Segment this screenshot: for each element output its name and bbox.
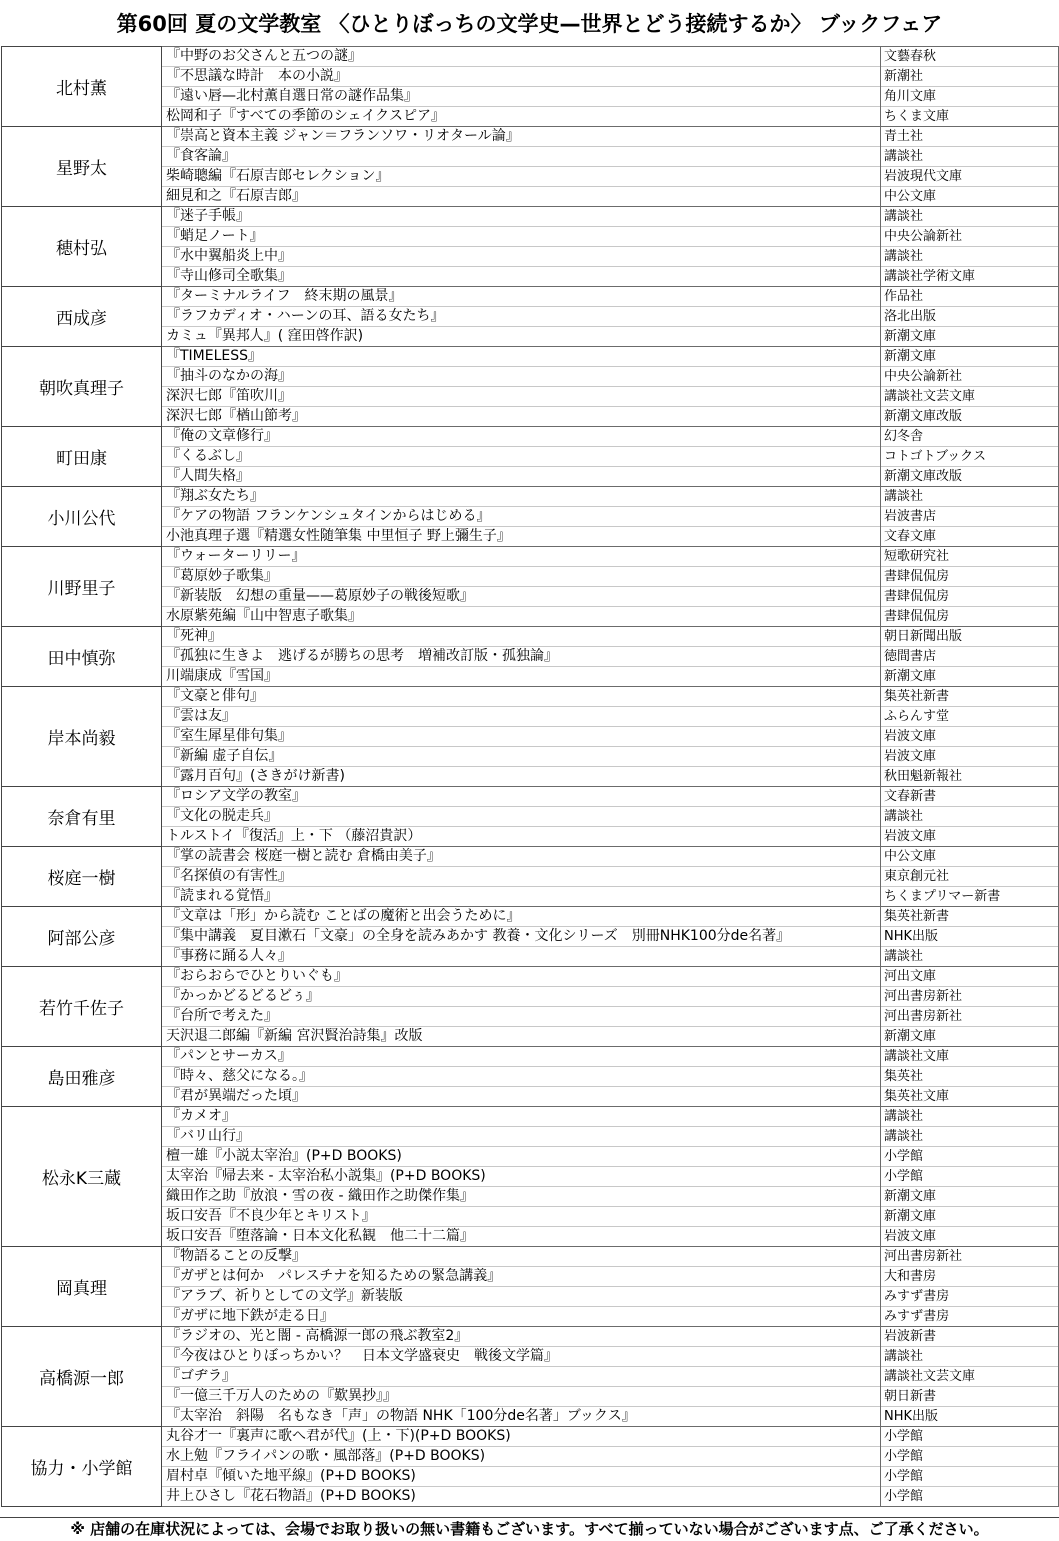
book-title-column <box>162 1327 881 1427</box>
book-publisher: 講談社 <box>881 1107 1058 1127</box>
publisher-column <box>881 847 1059 907</box>
book-publisher: 河出書房新社 <box>881 1007 1058 1027</box>
book-title: 『文化の脱走兵』 <box>162 807 880 827</box>
book-title: 坂口安吾『不良少年とキリスト』 <box>162 1207 880 1227</box>
book-title: 細見和之『石原吉郎』 <box>166 188 306 204</box>
author-name: 阿部公彦 <box>2 907 162 967</box>
book-publisher: 新潮文庫 <box>881 1187 1058 1207</box>
book-publisher: 徳間書店 <box>881 647 1058 667</box>
book-title-column <box>162 1107 881 1247</box>
book-publisher: 講談社文芸文庫 <box>881 387 1058 407</box>
book-title: 『集中講義 夏目漱石「文豪」の全身を読みあかす 教養・文化シリーズ 別冊NHK100分de名著』 <box>162 927 880 947</box>
book-title: 丸谷才一『裏声に歌へ君が代』(上・下)(P+D BOOKS) <box>162 1427 880 1447</box>
publisher-column <box>881 1247 1059 1327</box>
book-publisher: 短歌研究社 <box>881 547 1058 567</box>
author-group-row <box>2 47 1059 127</box>
author-group-row <box>2 287 1059 347</box>
book-title: 眉村卓『傾いた地平線』(P+D BOOKS) <box>162 1467 880 1487</box>
author-group-row <box>2 207 1059 287</box>
author-name: 岸本尚毅 <box>2 687 162 787</box>
author-group-row <box>2 907 1059 967</box>
publisher-column <box>881 1327 1059 1427</box>
book-title-column <box>162 1047 881 1107</box>
book-title: 天沢退二郎編『新編 宮沢賢治詩集』改版 <box>166 1028 423 1044</box>
book-title: 『水中翼船炎上中』 <box>162 247 880 267</box>
book-title: 『人間失格』 <box>166 468 250 484</box>
book-title: 織田作之助『放浪・雪の夜 - 織田作之助傑作集』 <box>162 1187 880 1207</box>
book-title: 『ガザに地下鉄が走る日』 <box>166 1308 334 1324</box>
book-title: 『ターミナルライフ 終末期の風景』 <box>162 287 880 307</box>
book-publisher: 集英社新書 <box>881 907 1058 927</box>
book-publisher: 小学館 <box>881 1447 1058 1467</box>
book-title: 『蛸足ノート』 <box>162 227 880 247</box>
author-group-row <box>2 787 1059 847</box>
book-publisher: 新潮文庫改版 <box>884 469 963 484</box>
book-publisher: 書肆侃侃房 <box>884 609 950 624</box>
book-publisher: 講談社 <box>881 807 1058 827</box>
book-title: 『ラジオの、光と闇 - 高橋源一郎の飛ぶ教室2』 <box>162 1327 880 1347</box>
book-title: 『室生犀星俳句集』 <box>162 727 880 747</box>
author-group-row <box>2 547 1059 627</box>
book-publisher: ちくま文庫 <box>884 109 950 124</box>
book-title: 檀一雄『小説太宰治』(P+D BOOKS) <box>162 1147 880 1167</box>
book-title: 『ロシア文学の教室』 <box>162 787 880 807</box>
book-title: 坂口安吾『堕落論・日本文化私観 他二十二篇』 <box>166 1228 474 1244</box>
book-publisher: 講談社 <box>881 1127 1058 1147</box>
book-publisher: 中央公論新社 <box>881 367 1058 387</box>
book-title: 井上ひさし『花石物語』(P+D BOOKS) <box>166 1488 416 1504</box>
book-title-column <box>162 47 881 127</box>
book-fair-table <box>1 46 1059 1507</box>
book-publisher: NHK出版 <box>884 1409 939 1424</box>
book-publisher: 秋田魁新報社 <box>884 769 963 784</box>
book-title: 松岡和子『すべての季節のシェイクスピア』 <box>166 108 446 124</box>
author-name: 田中慎弥 <box>2 627 162 687</box>
book-publisher: NHK出版 <box>881 927 1058 947</box>
book-title: 『物語ることの反撃』 <box>162 1247 880 1267</box>
book-title: 『食客論』 <box>162 147 880 167</box>
book-title: 『抽斗のなかの海』 <box>162 367 880 387</box>
book-title: 『露月百句』(さきがけ新書) <box>166 768 345 784</box>
book-publisher: 作品社 <box>881 287 1058 307</box>
publisher-column <box>881 287 1059 347</box>
page-title: 第60回 夏の文学教室 〈ひとりぼっちの文学史—世界とどう接続するか〉 ブックフェア <box>116 12 943 36</box>
book-title: 水原紫苑編『山中智恵子歌集』 <box>166 608 362 624</box>
book-publisher: 新潮文庫改版 <box>884 409 963 424</box>
publisher-column <box>881 627 1059 687</box>
book-title: 『文豪と俳句』 <box>162 687 880 707</box>
author-group-row <box>2 627 1059 687</box>
book-title: 『パンとサーカス』 <box>162 1047 880 1067</box>
book-publisher: 講談社 <box>881 207 1058 227</box>
publisher-column <box>881 127 1059 207</box>
book-title-column <box>162 907 881 967</box>
book-title-column <box>162 1427 881 1507</box>
book-publisher: 岩波現代文庫 <box>881 167 1058 187</box>
book-publisher: 中央公論新社 <box>881 227 1058 247</box>
book-publisher: 大和書房 <box>881 1267 1058 1287</box>
book-publisher: 岩波文庫 <box>884 1229 937 1244</box>
book-publisher: 洛北出版 <box>881 307 1058 327</box>
book-publisher: 講談社学術文庫 <box>884 269 976 284</box>
book-publisher: 岩波書店 <box>881 507 1058 527</box>
publisher-column <box>881 1107 1059 1247</box>
book-title: 柴崎聰編『石原吉郎セレクション』 <box>162 167 880 187</box>
book-title-column <box>162 347 881 427</box>
book-title: 『時々、慈父になる。』 <box>162 1067 880 1087</box>
book-publisher: 書肆侃侃房 <box>881 587 1058 607</box>
book-title: 『かっかどるどるどぅ』 <box>162 987 880 1007</box>
book-publisher: 青土社 <box>881 127 1058 147</box>
book-title: 『ウォーターリリー』 <box>162 547 880 567</box>
book-publisher: 新潮文庫 <box>881 1207 1058 1227</box>
book-publisher: 河出書房新社 <box>881 987 1058 1007</box>
book-title: 『ラフカディオ・ハーンの耳、語る女たち』 <box>162 307 880 327</box>
footer-note: ※ 店舗の在庫状況によっては、会場でお取り扱いの無い書籍もございます。すべて揃っていない場合がございます点、ご了承ください。 <box>0 1517 1059 1541</box>
book-publisher: 集英社新書 <box>881 687 1058 707</box>
book-title: 『新装版 幻想の重量——葛原妙子の戦後短歌』 <box>162 587 880 607</box>
author-name: 川野里子 <box>2 547 162 627</box>
book-publisher: 朝日新書 <box>881 1387 1058 1407</box>
book-title-column <box>162 847 881 907</box>
book-title: 太宰治『帰去来 - 太宰治私小説集』(P+D BOOKS) <box>162 1167 880 1187</box>
book-publisher: 小学館 <box>881 1167 1058 1187</box>
book-publisher: 講談社 <box>881 1347 1058 1367</box>
book-title: 『くるぶし』 <box>162 447 880 467</box>
book-publisher: 小学館 <box>881 1467 1058 1487</box>
author-name: 岡真理 <box>2 1247 162 1327</box>
author-group-row <box>2 487 1059 547</box>
author-name: 松永K三蔵 <box>2 1107 162 1247</box>
publisher-column <box>881 967 1059 1047</box>
book-title: 川端康成『雪国』 <box>166 668 278 684</box>
book-title-column <box>162 787 881 847</box>
book-title-column <box>162 687 881 787</box>
author-group-row <box>2 1247 1059 1327</box>
author-name: 高橋源一郎 <box>2 1327 162 1427</box>
book-publisher: 講談社 <box>881 487 1058 507</box>
book-title: 『名探偵の有害性』 <box>162 867 880 887</box>
book-publisher: 河出書房新社 <box>881 1247 1058 1267</box>
book-publisher: 新潮文庫 <box>884 669 937 684</box>
book-publisher: 講談社文芸文庫 <box>881 1367 1058 1387</box>
book-title-column <box>162 427 881 487</box>
book-publisher: 中公文庫 <box>884 189 937 204</box>
book-title-column <box>162 207 881 287</box>
book-title-column <box>162 287 881 347</box>
author-group-row <box>2 1107 1059 1247</box>
book-publisher: 講談社 <box>881 147 1058 167</box>
book-publisher: 中公文庫 <box>881 847 1058 867</box>
book-title: トルストイ『復活』上・下 （藤沼貴訳） <box>166 828 422 844</box>
author-group-row <box>2 687 1059 787</box>
author-name: 協力・小学館 <box>2 1427 162 1507</box>
book-title: 『不思議な時計 本の小説』 <box>162 67 880 87</box>
publisher-column <box>881 547 1059 627</box>
book-publisher: 講談社文庫 <box>881 1047 1058 1067</box>
publisher-column <box>881 347 1059 427</box>
publisher-column <box>881 427 1059 487</box>
publisher-column <box>881 47 1059 127</box>
author-name: 桜庭一樹 <box>2 847 162 907</box>
book-title: 『ケアの物語 フランケンシュタインからはじめる』 <box>162 507 880 527</box>
book-publisher: コトゴトブックス <box>881 447 1058 467</box>
book-publisher: 書肆侃侃房 <box>881 567 1058 587</box>
book-publisher: 小学館 <box>881 1427 1058 1447</box>
book-title: 『カメオ』 <box>162 1107 880 1127</box>
book-title: 『迷子手帳』 <box>162 207 880 227</box>
author-group-row <box>2 127 1059 207</box>
book-title: 小池真理子選『精選女性随筆集 中里恒子 野上彌生子』 <box>166 528 511 544</box>
book-title: 『一億三千万人のための『歎異抄』』 <box>162 1387 880 1407</box>
book-title: 『今夜はひとりぼっちかい？ 日本文学盛衰史 戦後文学篇』 <box>162 1347 880 1367</box>
book-publisher: 東京創元社 <box>881 867 1058 887</box>
book-title: 『崇高と資本主義 ジャン＝フランソワ・リオタール論』 <box>162 127 880 147</box>
book-title: 『君が異端だった頃』 <box>166 1088 306 1104</box>
book-publisher: 小学館 <box>881 1147 1058 1167</box>
book-publisher: 新潮文庫 <box>884 329 937 344</box>
book-title: 『ガザとは何か パレスチナを知るための緊急講義』 <box>162 1267 880 1287</box>
book-title-column <box>162 627 881 687</box>
book-title: 『寺山修司全歌集』 <box>166 268 292 284</box>
author-name: 若竹千佐子 <box>2 967 162 1047</box>
book-publisher: 講談社 <box>881 247 1058 267</box>
book-publisher: 集英社 <box>881 1067 1058 1087</box>
author-group-row <box>2 347 1059 427</box>
author-group-row <box>2 1047 1059 1107</box>
book-publisher: 河出文庫 <box>881 967 1058 987</box>
book-title: 『遠い唇—北村薫自選日常の謎作品集』 <box>162 87 880 107</box>
book-title: 『掌の読書会 桜庭一樹と読む 倉橋由美子』 <box>162 847 880 867</box>
book-publisher: 岩波新書 <box>881 1327 1058 1347</box>
book-title-column <box>162 547 881 627</box>
book-publisher: 角川文庫 <box>881 87 1058 107</box>
publisher-column <box>881 907 1059 967</box>
book-publisher: 朝日新聞出版 <box>881 627 1058 647</box>
book-publisher: 集英社文庫 <box>884 1089 950 1104</box>
author-name: 北村薫 <box>2 47 162 127</box>
book-title: 『文章は「形」から読む ことばの魔術と出会うために』 <box>162 907 880 927</box>
author-name: 奈倉有里 <box>2 787 162 847</box>
publisher-column <box>881 787 1059 847</box>
publisher-column <box>881 687 1059 787</box>
book-title: 『アラブ、祈りとしての文学』新装版 <box>162 1287 880 1307</box>
book-publisher: みすず書房 <box>881 1287 1058 1307</box>
book-fair-table-body <box>2 47 1059 1507</box>
book-title: 『死神』 <box>162 627 880 647</box>
book-title: 『おらおらでひとりいぐも』 <box>162 967 880 987</box>
book-title: 『ゴヂラ』 <box>162 1367 880 1387</box>
book-publisher: みすず書房 <box>884 1309 950 1324</box>
book-publisher: 新潮社 <box>881 67 1058 87</box>
book-title: 『台所で考えた』 <box>162 1007 880 1027</box>
book-publisher: 小学館 <box>884 1489 924 1504</box>
author-name: 町田康 <box>2 427 162 487</box>
book-publisher: 文春新書 <box>881 787 1058 807</box>
author-group-row <box>2 1427 1059 1507</box>
book-title: 『読まれる覚悟』 <box>166 888 278 904</box>
author-group-row <box>2 967 1059 1047</box>
book-title-column <box>162 487 881 547</box>
publisher-column <box>881 207 1059 287</box>
author-group-row <box>2 1327 1059 1427</box>
author-name: 朝吹真理子 <box>2 347 162 427</box>
book-title: 『新編 虚子自伝』 <box>162 747 880 767</box>
author-name: 小川公代 <box>2 487 162 547</box>
book-title: カミュ『異邦人』( 窪田啓作訳) <box>166 328 364 344</box>
book-title: 『バリ山行』 <box>162 1127 880 1147</box>
publisher-column <box>881 487 1059 547</box>
book-publisher: 新潮文庫 <box>884 1029 937 1044</box>
book-title-column <box>162 127 881 207</box>
author-name: 島田雅彦 <box>2 1047 162 1107</box>
author-name: 穂村弘 <box>2 207 162 287</box>
book-publisher: 岩波文庫 <box>881 727 1058 747</box>
publisher-column <box>881 1427 1059 1507</box>
book-title-column <box>162 967 881 1047</box>
book-publisher: 岩波文庫 <box>881 747 1058 767</box>
book-title: 『俺の文章修行』 <box>162 427 880 447</box>
book-title: 水上勉『フライパンの歌・風部落』(P+D BOOKS) <box>162 1447 880 1467</box>
book-publisher: 文藝春秋 <box>881 47 1058 67</box>
book-title-column <box>162 1247 881 1327</box>
book-title: 『中野のお父さんと五つの謎』 <box>162 47 880 67</box>
book-publisher: ふらんす堂 <box>881 707 1058 727</box>
book-title: 『TIMELESS』 <box>162 347 880 367</box>
author-name: 西成彦 <box>2 287 162 347</box>
book-publisher: ちくまプリマー新書 <box>884 889 1001 904</box>
book-publisher: 文春文庫 <box>884 529 937 544</box>
book-publisher: 新潮文庫 <box>881 347 1058 367</box>
book-publisher: 講談社 <box>884 949 924 964</box>
publisher-column <box>881 1047 1059 1107</box>
book-title: 『葛原妙子歌集』 <box>162 567 880 587</box>
book-publisher: 幻冬舎 <box>881 427 1058 447</box>
author-name: 星野太 <box>2 127 162 207</box>
book-publisher: 岩波文庫 <box>884 829 937 844</box>
book-title: 『翔ぶ女たち』 <box>162 487 880 507</box>
book-title: 『太宰治 斜陽 名もなき「声」の物語 NHK「100分de名著」ブックス』 <box>166 1408 636 1424</box>
book-title: 深沢七郎『笛吹川』 <box>162 387 880 407</box>
author-group-row <box>2 427 1059 487</box>
book-title: 『事務に踊る人々』 <box>166 948 292 964</box>
book-title: 深沢七郎『楢山節考』 <box>166 408 306 424</box>
book-title: 『雲は友』 <box>162 707 880 727</box>
book-title: 『孤独に生きよ 逃げるが勝ちの思考 増補改訂版・孤独論』 <box>162 647 880 667</box>
author-group-row <box>2 847 1059 907</box>
